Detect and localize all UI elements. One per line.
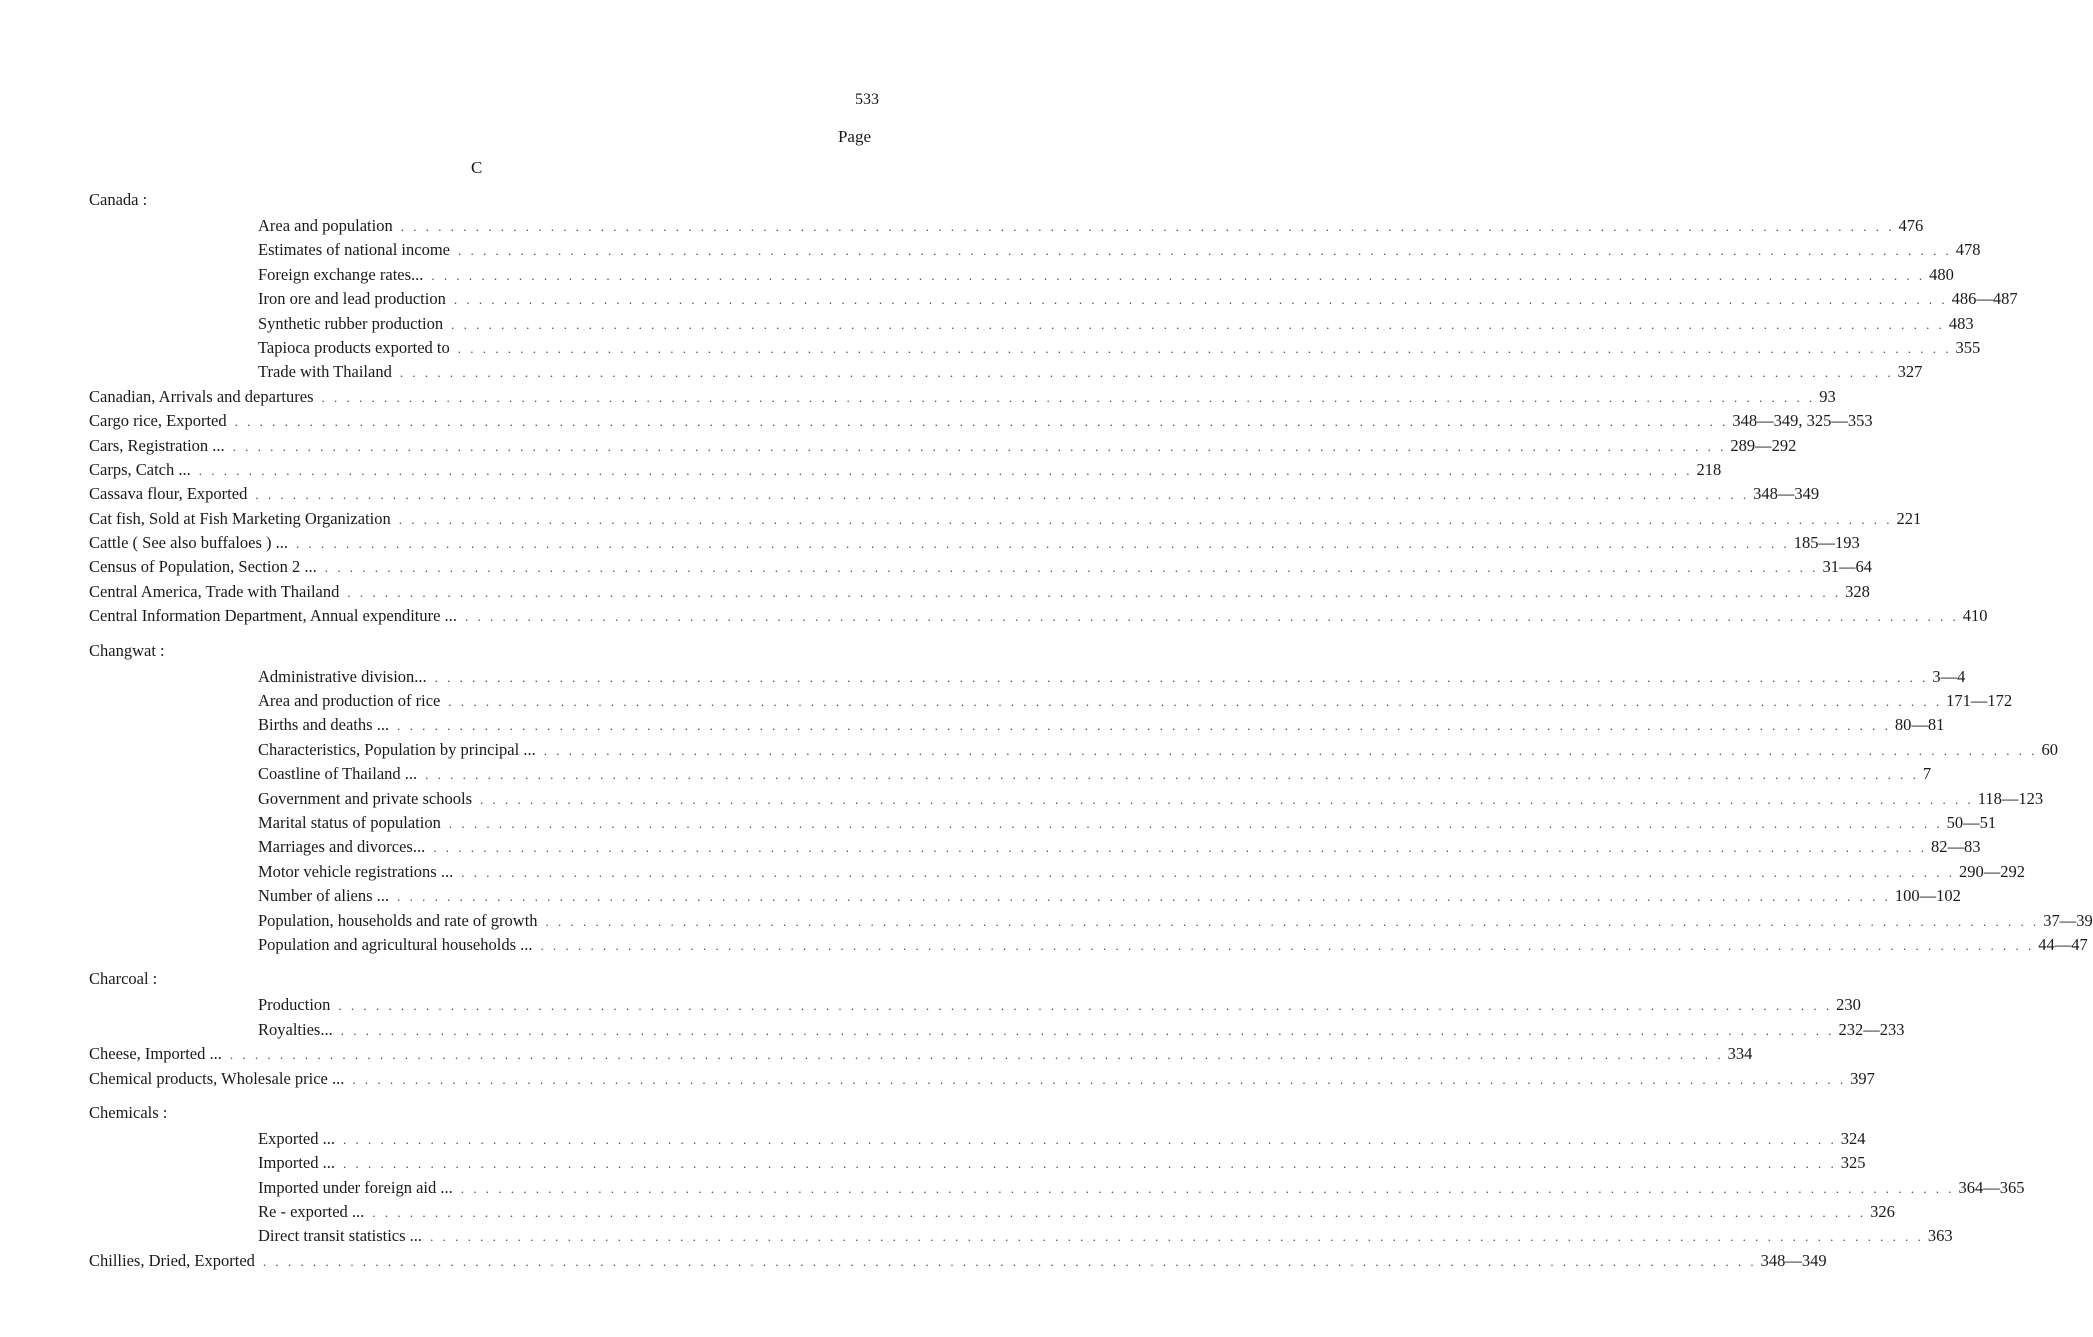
entry-label: Chemicals : [89,1102,168,1122]
index-entry [89,835,1981,859]
page-number: 533 [855,91,879,108]
entry-label: Canadian, Arrivals and departures [89,386,314,406]
entry-label: Number of aliens ... [258,886,390,906]
entry-label: Synthetic rubber production [258,313,444,333]
entry-label: Foreign exchange rates... [258,264,424,284]
entry-label: Marital status of population [258,812,441,832]
page-column-header: Page [837,127,871,146]
entry-page-ref: 218 [1696,459,1722,479]
index-entry [89,482,1820,506]
index-entry [89,531,1860,555]
entry-label: Iron ore and lead production [258,289,446,309]
dot-leader: . . . . . . . . . . . . . . . . . . . . . . . . . . . . . . . . . . . . . . . . . . . . . . . . . . . . . . . . . . . . . . . . . . . . . . . . . . . . . . . . . . . . . . . . . . . . . . . . . . . . . . . . . . . . . . . . . . . . . . . . [433,840,1927,856]
entry-label: Exported ... [258,1128,335,1148]
entry-page-ref: 232—233 [1838,1019,1905,1039]
index-heading [89,188,874,214]
dot-leader: . . . . . . . . . . . . . . . . . . . . . . . . . . . . . . . . . . . . . . . . . . . . . . . . . . . . . . . . . . . . . . . . . . . . . . . . . . . . . . . . . . . . . . . . . . . . . . . . . . . . . . . . . . . . . . . . . . . . . . . . [342,1156,1837,1172]
section-letter: C [471,158,483,177]
entry-page-ref: 82—83 [1930,837,1981,857]
index-entry [89,263,1954,287]
dot-leader: . . . . . . . . . . . . . . . . . . . . . . . . . . . . . . . . . . . . . . . . . . . . . . . . . . . . . . . . . . . . . . . . . . . . . . . . . . . . . . . . . . . . . . . . . . . . . . . . . . . . . . . . . . . . . . . . . . . . . . . . [397,718,1891,734]
index-entry [89,1176,2025,1200]
entry-page-ref: 31—64 [1822,557,1873,577]
entry-page-ref: 363 [1927,1226,1953,1246]
index-heading [89,1101,874,1127]
index-heading [89,967,874,993]
index-entry [89,385,1836,409]
index-entry [89,860,2025,884]
entry-page-ref: 478 [1955,240,1981,260]
dot-leader: . . . . . . . . . . . . . . . . . . . . . . . . . . . . . . . . . . . . . . . . . . . . . . . . . . . . . . . . . . . . . . . . . . . . . . . . . . . . . . . . . . . . . . . . . . . . . . . . . . . . . . . . . . . . . . . . . . . . . . . . [448,694,1943,710]
entry-page-ref: 50—51 [1946,812,1997,832]
dot-leader: . . . . . . . . . . . . . . . . . . . . . . . . . . . . . . . . . . . . . . . . . . . . . . . . . . . . . . . . . . . . . . . . . . . . . . . . . . . . . . . . . . . . . . . . . . . . . . . . . . . . . . . . . . . . . . . . . . . . . . . . [399,365,1894,381]
entry-label: Cars, Registration ... [89,435,225,455]
entry-page-ref: 171—172 [1946,691,2013,711]
entry-page-ref: 397 [1850,1068,1875,1088]
dot-leader: . . . . . . . . . . . . . . . . . . . . . . . . . . . . . . . . . . . . . . . . . . . . . . . . . . . . . . . . . . . . . . . . . . . . . . . . . . . . . . . . . . . . . . . . . . . . . . . . . . . . . . . . . . . . . . . . . . . . . . . . [340,1022,1835,1038]
dot-leader: . . . . . . . . . . . . . . . . . . . . . . . . . . . . . . . . . . . . . . . . . . . . . . . . . . . . . . . . . . . . . . . . . . . . . . . . . . . . . . . . . . . . . . . . . . . . . . . . . . . . . . . . . . . . . . . . . . . . . . . . [262,1253,1757,1269]
dot-leader: . . . . . . . . . . . . . . . . . . . . . . . . . . . . . . . . . . . . . . . . . . . . . . . . . . . . . . . . . . . . . . . . . . . . . . . . . . . . . . . . . . . . . . . . . . . . . . . . . . . . . . . . . . . . . . . . . . . . . . . . [372,1205,1867,1221]
index-entry [89,1018,1905,1042]
index-entry [89,884,1961,908]
entry-page-ref: 355 [1955,337,1981,357]
entry-page-ref: 93 [1819,386,1836,406]
entry-label: Births and deaths ... [258,715,390,735]
dot-leader: . . . . . . . . . . . . . . . . . . . . . . . . . . . . . . . . . . . . . . . . . . . . . . . . . . . . . . . . . . . . . . . . . . . . . . . . . . . . . . . . . . . . . . . . . . . . . . . . . . . . . . . . . . . . . . . . . . . . . . . . [540,937,2035,953]
entry-page-ref: 37—39 [2043,910,2093,930]
entry-label: Cheese, Imported ... [89,1044,222,1064]
index-entry [89,580,1870,604]
entry-page-ref: 324 [1840,1128,1866,1148]
entry-page-ref: 476 [1898,216,1924,235]
entry-label: Direct transit statistics ... [258,1226,423,1246]
index-heading [89,639,874,665]
dot-leader: . . . . . . . . . . . . . . . . . . . . . . . . . . . . . . . . . . . . . . . . . . . . . . . . . . . . . . . . . . . . . . . . . . . . . . . . . . . . . . . . . . . . . . . . . . . . . . . . . . . . . . . . . . . . . . . . . . . . . . . . [461,864,1955,880]
entry-label: Area and population [258,216,393,235]
entry-page-ref: 3—4 [1932,666,1966,686]
entry-label: Production [258,995,331,1015]
entry-label: Re - exported ... [258,1202,365,1222]
dot-leader: . . . . . . . . . . . . . . . . . . . . . . . . . . . . . . . . . . . . . . . . . . . . . . . . . . . . . . . . . . . . . . . . . . . . . . . . . . . . . . . . . . . . . . . . . . . . . . . . . . . . . . . . . . . . . . . . . . . . . . . . [229,1047,1724,1063]
entry-label: Area and production of rice [258,691,441,711]
index-entry [89,933,2088,957]
entry-label: Administrative division... [258,666,427,686]
entry-label: Government and private schools [258,788,472,808]
index-entry [89,1151,1866,1175]
entry-label: Imported under foreign aid ... [258,1177,453,1197]
entry-label: Carps, Catch ... [89,459,191,479]
entry-page-ref: 7 [1922,764,1932,784]
dot-leader: . . . . . . . . . . . . . . . . . . . . . . . . . . . . . . . . . . . . . . . . . . . . . . . . . . . . . . . . . . . . . . . . . . . . . . . . . . . . . . . . . . . . . . . . . . . . . . . . . . . . . . . . . . . . . . . . . . . . . . . . [232,438,1727,454]
index-entry [89,1067,1875,1091]
entry-page-ref: 410 [1962,606,1988,626]
entry-label: Marriages and divorces... [258,837,426,857]
index-entry [89,1042,1753,1066]
dot-leader: . . . . . . . . . . . . . . . . . . . . . . . . . . . . . . . . . . . . . . . . . . . . . . . . . . . . . . . . . . . . . . . . . . . . . . . . . . . . . . . . . . . . . . . . . . . . . . . . . . . . . . . . . . . . . . . . . . . . . . . . [400,219,1895,234]
dot-leader: . . . . . . . . . . . . . . . . . . . . . . . . . . . . . . . . . . . . . . . . . . . . . . . . . . . . . . . . . . . . . . . . . . . . . . . . . . . . . . . . . . . . . . . . . . . . . . . . . . . . . . . . . . . . . . . . . . . . . . . . [397,889,1891,905]
index-entry [89,434,1797,458]
entry-page-ref: 80—81 [1894,715,1945,735]
dot-leader: . . . . . . . . . . . . . . . . . . . . . . . . . . . . . . . . . . . . . . . . . . . . . . . . . . . . . . . . . . . . . . . . . . . . . . . . . . . . . . . . . . . . . . . . . . . . . . . . . . . . . . . . . . . . . . . . . . . . . . . . [543,742,2038,758]
dot-leader: . . . . . . . . . . . . . . . . . . . . . . . . . . . . . . . . . . . . . . . . . . . . . . . . . . . . . . . . . . . . . . . . . . . . . . . . . . . . . . . . . . . . . . . . . . . . . . . . . . . . . . . . . . . . . . . . . . . . . . . . [431,267,1926,283]
dot-leader: . . . . . . . . . . . . . . . . . . . . . . . . . . . . . . . . . . . . . . . . . . . . . . . . . . . . . . . . . . . . . . . . . . . . . . . . . . . . . . . . . . . . . . . . . . . . . . . . . . . . . . . . . . . . . . . . . . . . . . . . [352,1071,1847,1087]
entry-page-ref: 480 [1929,264,1954,284]
index-entry [89,312,1974,336]
index-entry [89,360,1923,384]
entry-page-ref: 327 [1897,362,1923,382]
dot-leader: . . . . . . . . . . . . . . . . . . . . . . . . . . . . . . . . . . . . . . . . . . . . . . . . . . . . . . . . . . . . . . . . . . . . . . . . . . . . . . . . . . . . . . . . . . . . . . . . . . . . . . . . . . . . . . . . . . . . . . . . [324,560,1819,576]
index-entry [89,909,2093,933]
entry-page-ref: 334 [1727,1044,1753,1064]
index-entry [89,238,1981,262]
entry-page-ref: 328 [1845,581,1870,601]
entry-label: Cargo rice, Exported [89,411,227,431]
entry-label: Population, households and rate of growth [258,910,538,930]
index-list [89,188,2093,1273]
dot-leader: . . . . . . . . . . . . . . . . . . . . . . . . . . . . . . . . . . . . . . . . . . . . . . . . . . . . . . . . . . . . . . . . . . . . . . . . . . . . . . . . . . . . . . . . . . . . . . . . . . . . . . . . . . . . . . . . . . . . . . . . [255,487,1750,503]
dot-leader: . . . . . . . . . . . . . . . . . . . . . . . . . . . . . . . . . . . . . . . . . . . . . . . . . . . . . . . . . . . . . . . . . . . . . . . . . . . . . . . . . . . . . . . . . . . . . . . . . . . . . . . . . . . . . . . . . . . . . . . . [198,462,1693,478]
entry-page-ref: 348—349 [1753,484,1820,504]
entry-label: Cassava flour, Exported [89,484,248,504]
entry-page-ref: 348—349, 325—353 [1732,411,1873,431]
index-entry [89,604,1988,628]
dot-leader: . . . . . . . . . . . . . . . . . . . . . . . . . . . . . . . . . . . . . . . . . . . . . . . . . . . . . . . . . . . . . . . . . . . . . . . . . . . . . . . . . . . . . . . . . . . . . . . . . . . . . . . . . . . . . . . . . . . . . . . . [448,815,1943,831]
dot-leader: . . . . . . . . . . . . . . . . . . . . . . . . . . . . . . . . . . . . . . . . . . . . . . . . . . . . . . . . . . . . . . . . . . . . . . . . . . . . . . . . . . . . . . . . . . . . . . . . . . . . . . . . . . . . . . . . . . . . . . . . [347,584,1842,600]
entry-page-ref: 221 [1896,508,1922,528]
entry-page-ref: 185—193 [1793,533,1860,553]
entry-label: Motor vehicle registrations ... [258,861,454,881]
entry-label: Estimates of national income [258,240,450,260]
dot-leader: . . . . . . . . . . . . . . . . . . . . . . . . . . . . . . . . . . . . . . . . . . . . . . . . . . . . . . . . . . . . . . . . . . . . . . . . . . . . . . . . . . . . . . . . . . . . . . . . . . . . . . . . . . . . . . . . . . . . . . . . [453,292,1948,308]
entry-label: Coastline of Thailand ... [258,764,418,784]
index-entry [89,993,1861,1017]
index-entry [89,287,2018,311]
index-entry [89,787,2044,811]
dot-leader: . . . . . . . . . . . . . . . . . . . . . . . . . . . . . . . . . . . . . . . . . . . . . . . . . . . . . . . . . . . . . . . . . . . . . . . . . . . . . . . . . . . . . . . . . . . . . . . . . . . . . . . . . . . . . . . . . . . . . . . . [434,669,1929,685]
entry-label: Census of Population, Section 2 ... [89,557,317,577]
entry-label: Chemical products, Wholesale price ... [89,1068,345,1088]
entry-page-ref: 483 [1948,313,1974,333]
dot-leader: . . . . . . . . . . . . . . . . . . . . . . . . . . . . . . . . . . . . . . . . . . . . . . . . . . . . . . . . . . . . . . . . . . . . . . . . . . . . . . . . . . . . . . . . . . . . . . . . . . . . . . . . . . . . . . . . . . . . . . . . [296,536,1790,552]
index-entry [89,409,1873,433]
index-entry [89,1127,1866,1151]
entry-label: Imported ... [258,1153,335,1173]
entry-label: Canada : [89,190,148,209]
index-entry [89,555,1873,579]
entry-label: Changwat : [89,640,165,660]
entry-page-ref: 100—102 [1894,886,1961,906]
entry-page-ref: 364—365 [1958,1177,2025,1197]
entry-page-ref: 118—123 [1977,788,2044,808]
index-entry [89,1249,1827,1273]
entry-page-ref: 348—349 [1760,1250,1827,1270]
entry-page-ref: 44—47 [2038,934,2088,954]
entry-label: Charcoal : [89,969,158,989]
entry-label: Central Information Department, Annual expenditure ... [89,606,457,626]
dot-leader: . . . . . . . . . . . . . . . . . . . . . . . . . . . . . . . . . . . . . . . . . . . . . . . . . . . . . . . . . . . . . . . . . . . . . . . . . . . . . . . . . . . . . . . . . . . . . . . . . . . . . . . . . . . . . . . . . . . . . . . . [460,1180,1955,1196]
index-entry [89,336,1981,360]
dot-leader: . . . . . . . . . . . . . . . . . . . . . . . . . . . . . . . . . . . . . . . . . . . . . . . . . . . . . . . . . . . . . . . . . . . . . . . . . . . . . . . . . . . . . . . . . . . . . . . . . . . . . . . . . . . . . . . . . . . . . . . . [464,609,1959,625]
dot-leader: . . . . . . . . . . . . . . . . . . . . . . . . . . . . . . . . . . . . . . . . . . . . . . . . . . . . . . . . . . . . . . . . . . . . . . . . . . . . . . . . . . . . . . . . . . . . . . . . . . . . . . . . . . . . . . . . . . . . . . . . [451,316,1945,332]
dot-leader: . . . . . . . . . . . . . . . . . . . . . . . . . . . . . . . . . . . . . . . . . . . . . . . . . . . . . . . . . . . . . . . . . . . . . . . . . . . . . . . . . . . . . . . . . . . . . . . . . . . . . . . . . . . . . . . . . . . . . . . . [425,767,1919,783]
index-entry [89,811,1997,835]
index-entry [89,458,1722,482]
dot-leader: . . . . . . . . . . . . . . . . . . . . . . . . . . . . . . . . . . . . . . . . . . . . . . . . . . . . . . . . . . . . . . . . . . . . . . . . . . . . . . . . . . . . . . . . . . . . . . . . . . . . . . . . . . . . . . . . . . . . . . . . [338,998,1833,1014]
entry-page-ref: 486—487 [1951,289,2018,309]
index-entry [89,738,2058,762]
dot-leader: . . . . . . . . . . . . . . . . . . . . . . . . . . . . . . . . . . . . . . . . . . . . . . . . . . . . . . . . . . . . . . . . . . . . . . . . . . . . . . . . . . . . . . . . . . . . . . . . . . . . . . . . . . . . . . . . . . . . . . . . [479,791,1974,807]
index-entry [89,689,2013,713]
dot-leader: . . . . . . . . . . . . . . . . . . . . . . . . . . . . . . . . . . . . . . . . . . . . . . . . . . . . . . . . . . . . . . . . . . . . . . . . . . . . . . . . . . . . . . . . . . . . . . . . . . . . . . . . . . . . . . . . . . . . . . . . [342,1131,1837,1147]
entry-label: Royalties... [258,1019,333,1039]
dot-leader: . . . . . . . . . . . . . . . . . . . . . . . . . . . . . . . . . . . . . . . . . . . . . . . . . . . . . . . . . . . . . . . . . . . . . . . . . . . . . . . . . . . . . . . . . . . . . . . . . . . . . . . . . . . . . . . . . . . . . . . . [398,511,1893,527]
entry-label: Trade with Thailand [258,362,392,382]
dot-leader: . . . . . . . . . . . . . . . . . . . . . . . . . . . . . . . . . . . . . . . . . . . . . . . . . . . . . . . . . . . . . . . . . . . . . . . . . . . . . . . . . . . . . . . . . . . . . . . . . . . . . . . . . . . . . . . . . . . . . . . . [234,414,1729,430]
index-entry [89,665,1966,689]
dot-leader: . . . . . . . . . . . . . . . . . . . . . . . . . . . . . . . . . . . . . . . . . . . . . . . . . . . . . . . . . . . . . . . . . . . . . . . . . . . . . . . . . . . . . . . . . . . . . . . . . . . . . . . . . . . . . . . . . . . . . . . . [321,389,1816,405]
entry-label: Cattle ( See also buffaloes ) ... [89,533,289,553]
entry-label: Tapioca products exported to [258,337,450,357]
entry-page-ref: 326 [1870,1202,1895,1222]
dot-leader: . . . . . . . . . . . . . . . . . . . . . . . . . . . . . . . . . . . . . . . . . . . . . . . . . . . . . . . . . . . . . . . . . . . . . . . . . . . . . . . . . . . . . . . . . . . . . . . . . . . . . . . . . . . . . . . . . . . . . . . . [430,1229,1924,1245]
dot-leader: . . . . . . . . . . . . . . . . . . . . . . . . . . . . . . . . . . . . . . . . . . . . . . . . . . . . . . . . . . . . . . . . . . . . . . . . . . . . . . . . . . . . . . . . . . . . . . . . . . . . . . . . . . . . . . . . . . . . . . . . [545,913,2040,929]
dot-leader: . . . . . . . . . . . . . . . . . . . . . . . . . . . . . . . . . . . . . . . . . . . . . . . . . . . . . . . . . . . . . . . . . . . . . . . . . . . . . . . . . . . . . . . . . . . . . . . . . . . . . . . . . . . . . . . . . . . . . . . . [457,340,1952,356]
dot-leader: . . . . . . . . . . . . . . . . . . . . . . . . . . . . . . . . . . . . . . . . . . . . . . . . . . . . . . . . . . . . . . . . . . . . . . . . . . . . . . . . . . . . . . . . . . . . . . . . . . . . . . . . . . . . . . . . . . . . . . . . [458,243,1952,259]
entry-label: Chillies, Dried, Exported [89,1250,255,1270]
entry-label: Characteristics, Population by principal ... [258,739,536,759]
entry-page-ref: 325 [1840,1153,1866,1173]
index-entry [89,507,1922,531]
entry-page-ref: 289—292 [1730,435,1797,455]
index-entry [89,1224,1953,1248]
entry-page-ref: 230 [1836,995,1861,1015]
index-entry [89,762,1932,786]
index-entry [89,1200,1895,1224]
entry-label: Cat fish, Sold at Fish Marketing Organization [89,508,391,528]
entry-label: Population and agricultural households ... [258,934,533,954]
entry-page-ref: 290—292 [1958,861,2025,881]
entry-page-ref: 60 [2041,739,2058,759]
entry-label: Central America, Trade with Thailand [89,581,340,601]
index-entry [89,713,1945,737]
index-entry [89,214,1924,238]
